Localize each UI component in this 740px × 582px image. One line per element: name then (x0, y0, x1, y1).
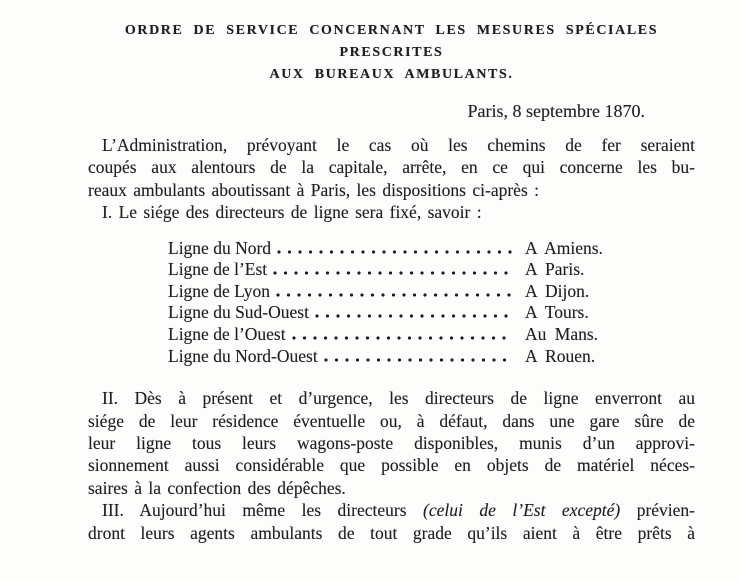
ligne-label: Ligne de Lyon (168, 280, 271, 301)
article-1-line: I. Le siége des directeurs de ligne sera fixé, savoir : (102, 202, 482, 223)
ligne-label: Ligne du Nord (168, 237, 272, 258)
siege-value: A Rouen. (525, 345, 596, 366)
paragraph-line: saires à la confection des dépêches. (88, 477, 346, 498)
title-line-1: ORDRE DE SERVICE CONCERNANT LES MESURES SPÉCIALES PRESCRITES (124, 23, 659, 60)
table-row (168, 281, 695, 303)
table-row (168, 346, 695, 368)
dot-leader (315, 314, 513, 318)
paragraph-line: sionnement aussi considérable que possible en objets de matériel néces- (88, 455, 695, 476)
paragraph-line: reaux ambulants aboutissant à Paris, les dispositions ci-après : (88, 179, 539, 200)
dot-leader (276, 293, 513, 297)
ligne-label: Ligne de l’Ouest (168, 324, 286, 344)
title-line-2: AUX BUREAUX AMBULANTS. (269, 67, 514, 82)
siege-value: A Paris. (525, 259, 585, 280)
ligne-label: Ligne du Nord-Ouest (168, 345, 318, 366)
paragraph-line: dront leurs agents ambulants de tout grade qu’ils aient à être prêts à (88, 522, 695, 543)
paragraph-line: leur ligne tous leurs wagons-poste disponibles, munis d’un approvi- (88, 433, 695, 453)
intro-paragraph (88, 134, 695, 224)
italic-note: (celui de l’Est excepté) (423, 500, 621, 521)
table-row (168, 302, 695, 324)
dot-leader (273, 271, 513, 275)
table-row (168, 238, 695, 260)
siege-value: A Tours. (525, 302, 589, 323)
dateline: Paris, 8 septembre 1870. (467, 101, 645, 121)
table-row (168, 324, 695, 346)
document-title (88, 20, 695, 86)
article-3-paragraph (88, 499, 695, 544)
paragraph-line: siége de leur résidence éventuelle ou, à défaut, dans une gare sûre de (88, 410, 695, 431)
ligne-label: Ligne du Sud-Ouest (168, 302, 309, 323)
dot-leader (277, 250, 513, 254)
article-3-text: prévien- (620, 500, 695, 521)
table-row (168, 259, 695, 281)
ligne-label: Ligne de l’Est (168, 259, 268, 280)
article-2-paragraph (88, 387, 695, 499)
paragraph-line (88, 499, 695, 521)
dot-leader (324, 358, 513, 362)
paragraph-line: L’Administration, prévoyant le cas où les chemins de fer seraient (102, 135, 695, 155)
paragraph-line: II. Dès à présent et d’urgence, les directeurs de ligne enverront au (102, 388, 695, 409)
article-3-text: III. Aujourd’hui même les directeurs (102, 500, 424, 521)
assignments-table (168, 238, 695, 368)
siege-value: Au Mans. (525, 324, 599, 344)
siege-value: A Dijon. (525, 280, 590, 301)
dot-leader (292, 336, 513, 340)
siege-value: A Amiens. (525, 237, 603, 258)
paragraph-line: coupés aux alentours de la capitale, arrête, en ce qui concerne les bu- (88, 157, 695, 178)
